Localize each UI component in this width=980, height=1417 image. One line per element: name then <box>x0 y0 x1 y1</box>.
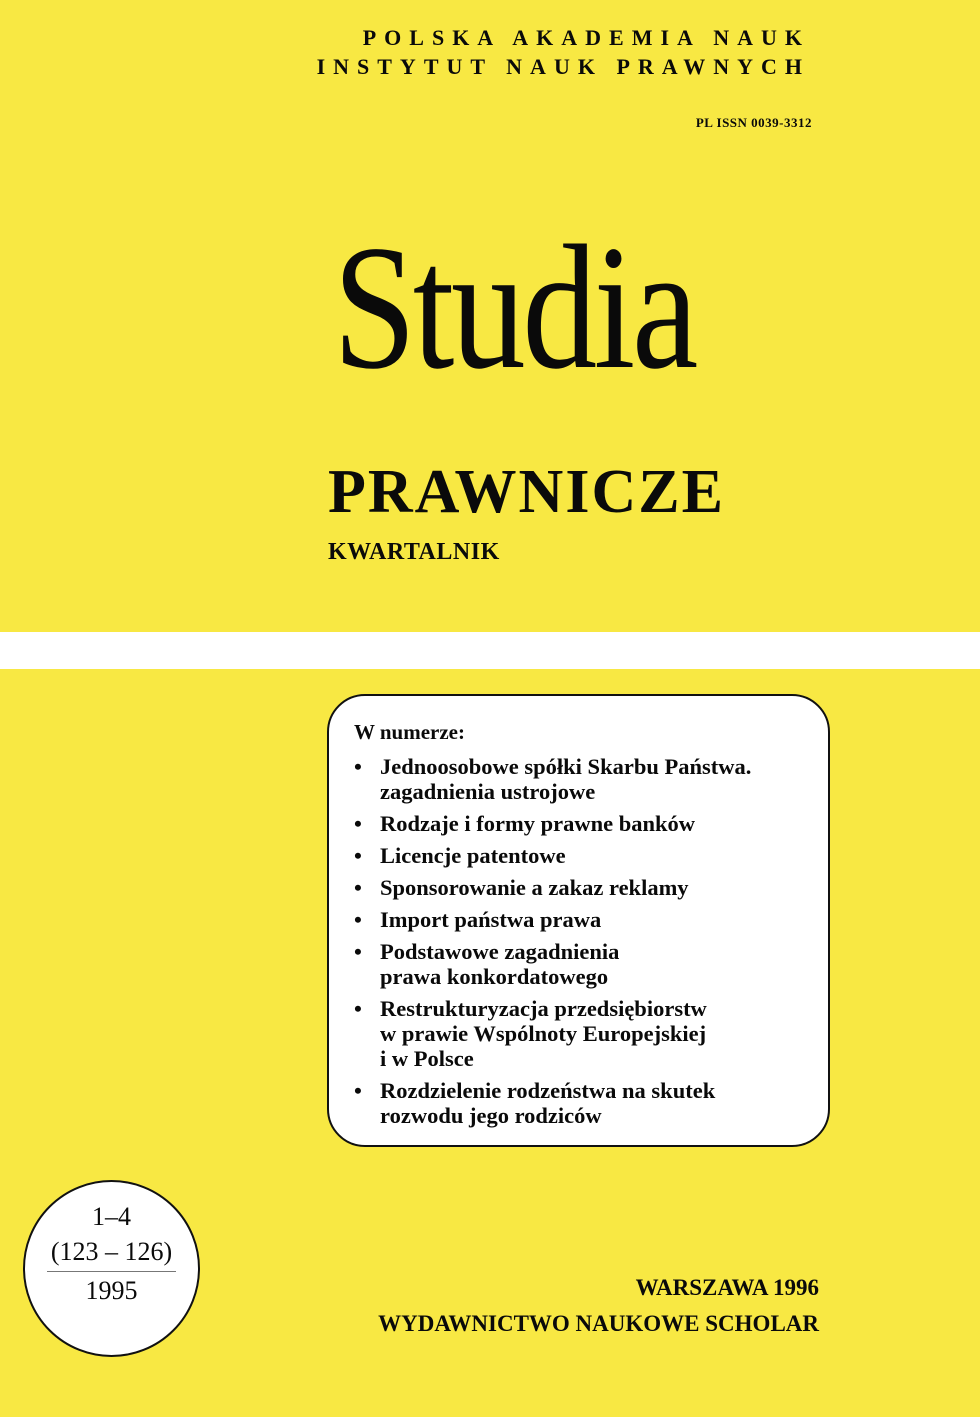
list-item-line: i w Polsce <box>380 1046 474 1071</box>
list-item <box>354 939 818 989</box>
bullet-icon: • <box>354 875 362 900</box>
journal-title: Studia <box>333 208 695 406</box>
issue-numbers: 1–4 <box>92 1202 131 1231</box>
place-and-year: WARSZAWA 1996 <box>635 1275 819 1300</box>
publisher-name: WYDAWNICTWO NAUKOWE SCHOLAR <box>378 1311 819 1336</box>
organization-name: POLSKA AKADEMIA NAUK <box>362 25 810 50</box>
list-item <box>354 811 818 836</box>
list-item-line: w prawie Wspólnoty Europejskiej <box>380 1021 707 1046</box>
list-item-line: Restrukturyzacja przedsiębiorstw <box>380 996 707 1021</box>
list-item-line: Sponsorowanie a zakaz reklamy <box>380 875 689 900</box>
list-item <box>354 875 818 900</box>
publication-frequency: KWARTALNIK <box>328 539 500 565</box>
list-item-line: prawa konkordatowego <box>380 964 609 989</box>
list-item <box>354 1078 818 1128</box>
issue-divider <box>47 1271 176 1272</box>
list-item-line: zagadnienia ustrojowe <box>380 779 596 804</box>
white-band <box>0 632 980 669</box>
issue-range: (123 – 126) <box>50 1237 173 1266</box>
bullet-icon: • <box>354 754 362 779</box>
contents-heading: W numerze: <box>354 720 465 744</box>
bullet-icon: • <box>354 811 362 836</box>
bullet-icon: • <box>354 843 362 868</box>
issue-year: 1995 <box>85 1276 138 1305</box>
list-item-line: Rozdzielenie rodzeństwa na skutek <box>380 1078 716 1103</box>
journal-subtitle: PRAWNICZE <box>328 458 725 526</box>
bullet-icon: • <box>354 996 362 1021</box>
list-item <box>354 907 818 932</box>
contents-list <box>354 754 818 1135</box>
bullet-icon: • <box>354 1078 362 1103</box>
list-item <box>354 996 818 1071</box>
contents-box <box>327 694 830 1147</box>
bullet-icon: • <box>354 939 362 964</box>
list-item-line: Rodzaje i formy prawne banków <box>380 811 695 836</box>
list-item <box>354 754 818 804</box>
list-item-line: Import państwa prawa <box>380 907 602 932</box>
list-item-line: Licencje patentowe <box>380 843 566 868</box>
list-item-line: Podstawowe zagadnienia <box>380 939 620 964</box>
issue-badge <box>23 1180 200 1357</box>
list-item-line: Jednoosobowe spółki Skarbu Państwa. <box>380 754 752 779</box>
list-item <box>354 843 818 868</box>
issn: PL ISSN 0039-3312 <box>695 115 812 130</box>
institute-name: INSTYTUT NAUK PRAWNYCH <box>316 54 810 79</box>
bullet-icon: • <box>354 907 362 932</box>
list-item-line: rozwodu jego rodziców <box>380 1103 602 1128</box>
